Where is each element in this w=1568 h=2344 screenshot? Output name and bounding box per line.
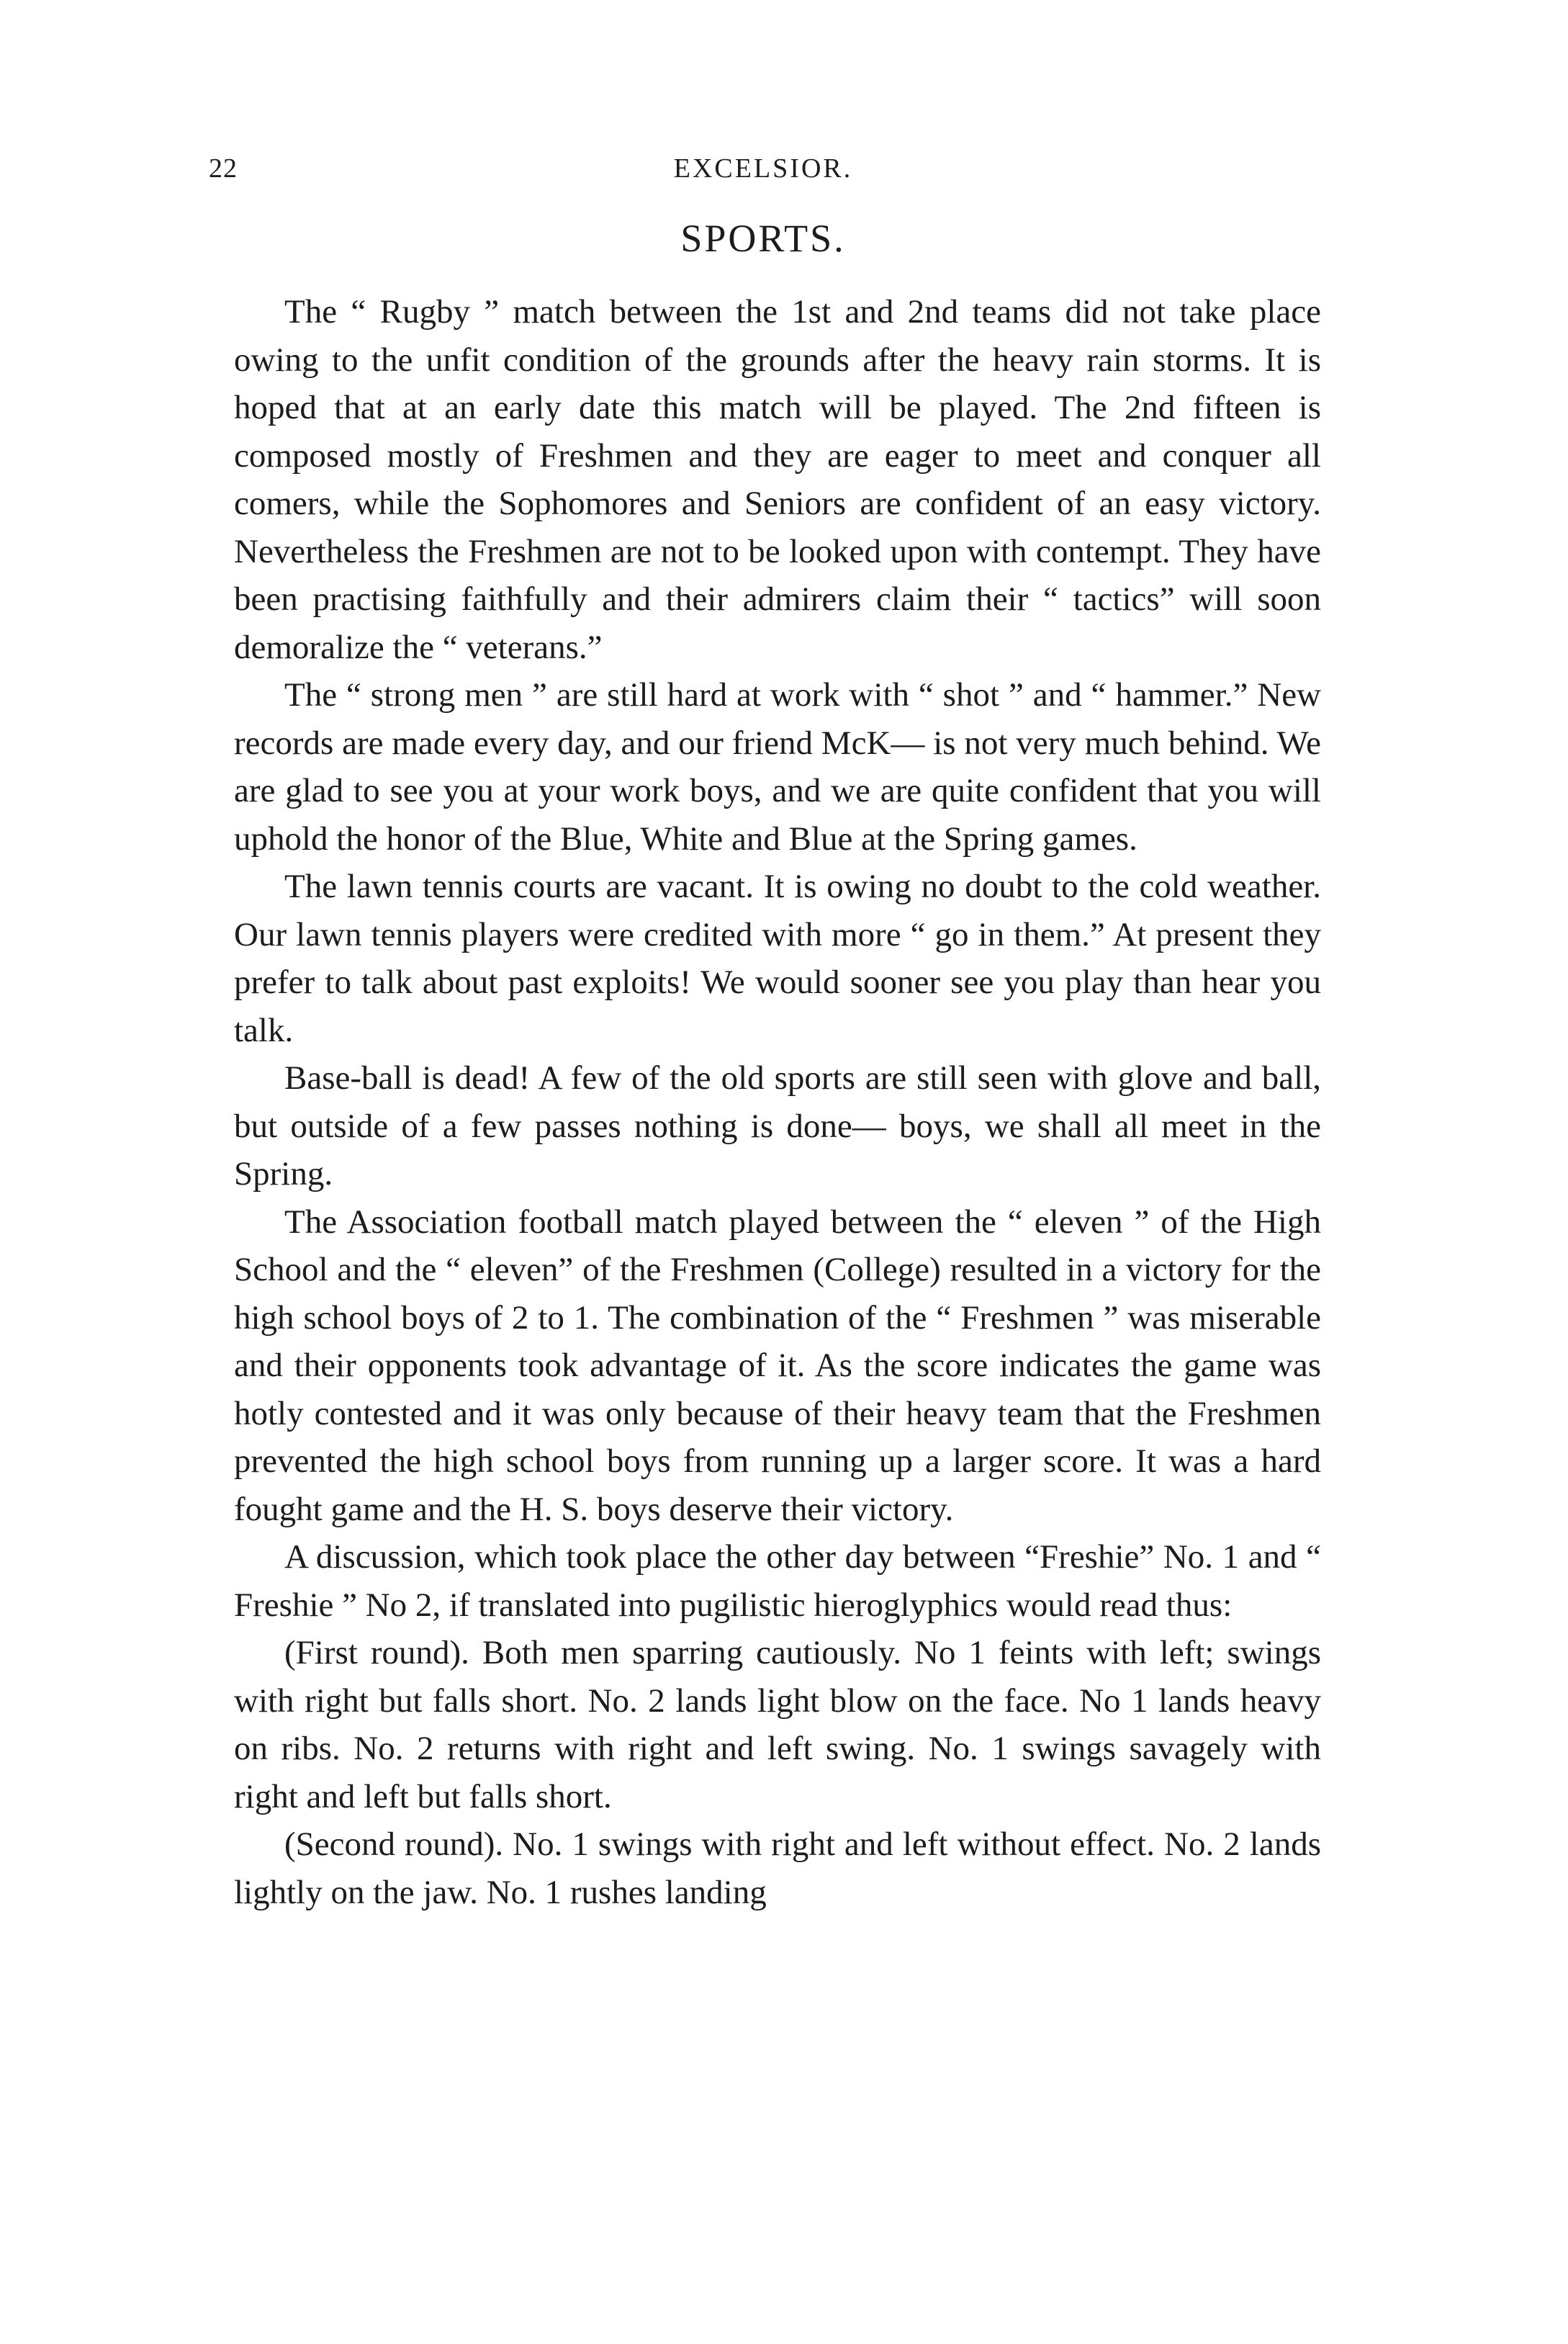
paragraph-first-round: (First round). Both men sparring cautiously. No 1 feints with left; swings with right but falls short. No. 2 lands light blow on the face. No 1 lands heavy on ribs. No. 2 returns with right and left swing. No. 1 swings savagely with right and left but falls short. <box>234 1634 1321 1815</box>
paragraph-strong-men: The “ strong men ” are still hard at work with “ shot ” and “ hammer.” New records are made every day, and our friend McK— is not very much behind. We are glad to see you at your work boys, and we are quite confident that you will uphold the honor of the Blue, White and Blue at the Spring games. <box>234 676 1321 858</box>
page-header <box>209 153 1317 196</box>
paragraph-association-football: The Association football match played between the “ eleven ” of the High School and the “ eleven” of the Freshmen (College) resulted in a victory for the high school boys of 2 to 1. The combination of the “ Freshmen ” was miserable and their opponents took advantage of it. As the score indicates the game was hotly contested and it was only because of their heavy team that the Freshmen prevented the high school boys from running up a larger score. It was a hard fought game and the H. S. boys deserve their victory. <box>234 1203 1321 1528</box>
paragraph-discussion: A discussion, which took place the other day between “Freshie” No. 1 and “ Freshie ” No 2, if translated into pugilistic hieroglyphics would read thus: <box>234 1538 1321 1624</box>
running-head: EXCELSIOR. <box>673 153 853 184</box>
paragraph-rugby: The “ Rugby ” match between the 1st and 2nd teams did not take place owing to the unfit condition of the grounds after the heavy rain storms. It is hoped that at an early date this match will be played. The 2nd fifteen is composed mostly of Freshmen and they are eager to meet and conquer all comers, while the Sophomores and Seniors are confident of an easy victory. Nevertheless the Freshmen are not to be looked upon with contempt. They have been practising faithfully and their admirers claim their “ tactics” will soon demoralize the “ veterans.” <box>234 293 1321 666</box>
article-body <box>234 288 1321 1916</box>
paragraph-base-ball: Base-ball is dead! A few of the old sports are still seen with glove and ball, but outside of a few passes nothing is done— boys, we shall all meet in the Spring. <box>234 1059 1321 1193</box>
paragraph-second-round: (Second round). No. 1 swings with right and left without effect. No. 2 lands lightly on the jaw. No. 1 rushes landing <box>234 1826 1321 1911</box>
paragraph-lawn-tennis: The lawn tennis courts are vacant. It is owing no doubt to the cold weather. Our lawn tennis players were credited with more “ go in them.” At present they prefer to talk about past exploits! We would sooner see you play than hear you talk. <box>234 868 1321 1049</box>
page-number: 22 <box>209 153 238 184</box>
section-title: SPORTS. <box>680 217 846 260</box>
